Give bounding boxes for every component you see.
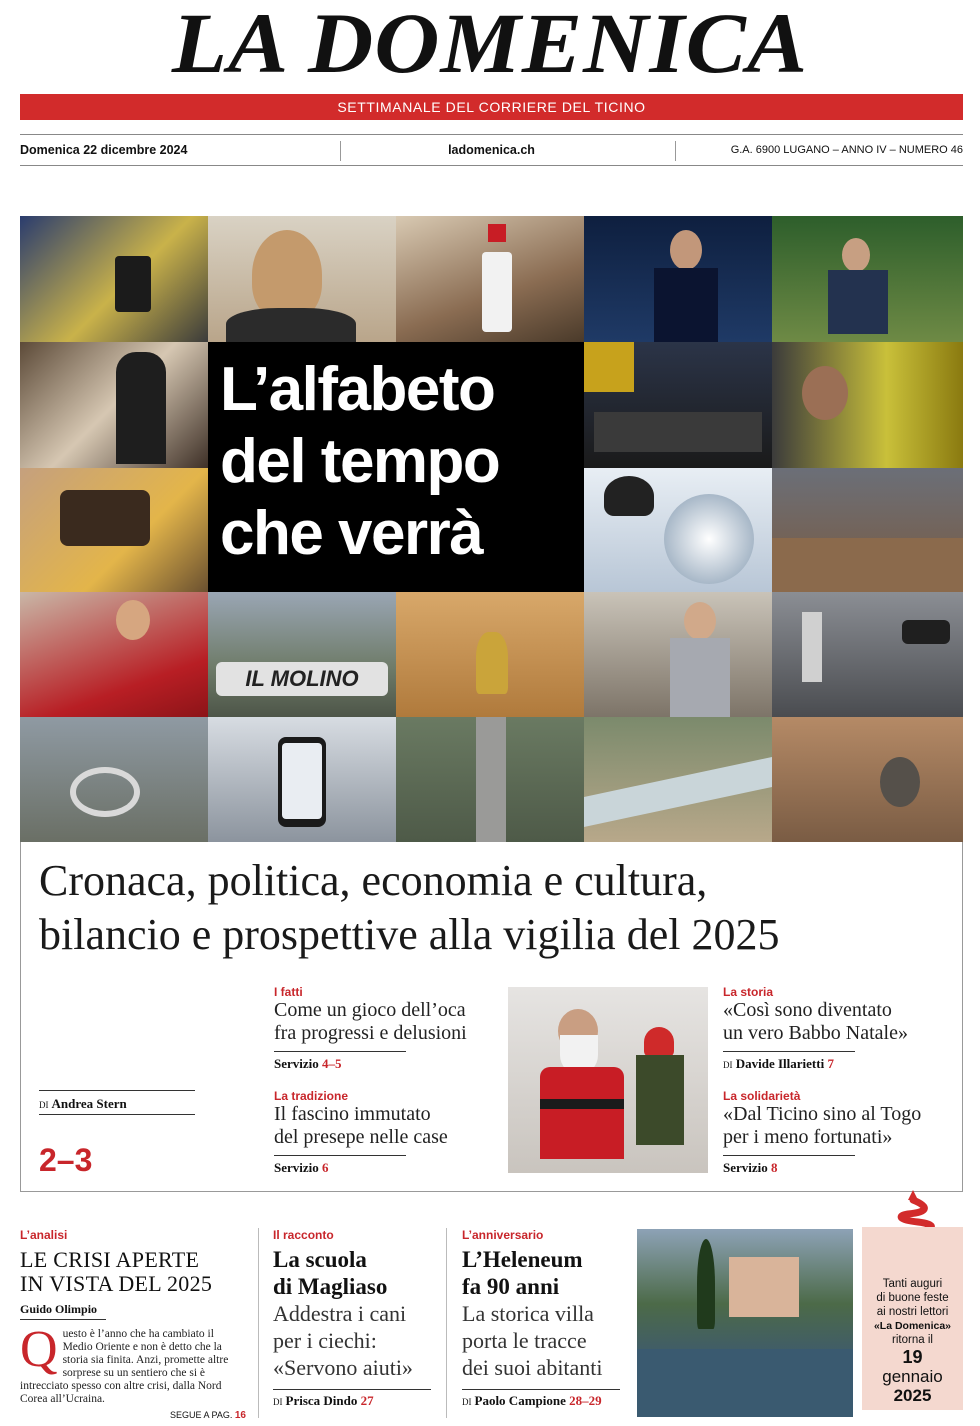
teaser-title [274,999,504,1045]
title-line: Il fascino immutato [274,1103,431,1125]
story-pages: 27 [360,1393,374,1408]
headline-line: che verrà [220,499,483,568]
photo-council-bell[interactable] [396,592,584,717]
website-link[interactable]: ladomenica.ch [448,143,535,157]
byline-author: Andrea Stern [51,1096,127,1111]
teaser-solidarity[interactable] [723,1089,958,1176]
analysis-text: uesto è l’anno che ha cambiato il Medio Oriente e non è detto che la storia sia finita. Anzi, promette altre sorprese su un sentiero che si è intrecciato spesso con altre crisi, dalla Nord Corea all’Ucraina. [20,1328,229,1405]
ref-label: DI [723,1060,733,1070]
teaser-facts[interactable] [274,985,504,1072]
photo-phone-bus-app[interactable] [208,717,396,842]
ref-author: Davide Illarietti [735,1056,825,1071]
title-line: La scuola [273,1247,367,1272]
photo-aerial-highway[interactable] [396,717,584,842]
teaser-title [723,999,958,1045]
cover-headline[interactable] [208,342,584,592]
story-column[interactable] [273,1228,443,1409]
column-divider [258,1228,259,1418]
photo-skier-globe[interactable] [584,468,772,592]
sub-line: per i ciechi: [273,1328,377,1353]
teaser-rubric: La tradizione [274,1089,349,1103]
promo-line: ai nostri lettori [876,1306,949,1318]
masthead-title: LA DOMENICA [171,0,809,91]
divider [462,1389,620,1390]
teaser-rubric: La solidarietà [723,1089,801,1103]
sub-line: Addestra i cani [273,1301,407,1326]
anniversary-byline [462,1393,632,1409]
teaser-rubric: I fatti [274,985,303,999]
sub-line: «Servono aiuti» [273,1355,413,1380]
photo-woman-portrait[interactable] [208,216,396,342]
cover-pages[interactable]: 2–3 [39,1142,93,1178]
teaser-ref [274,1056,504,1072]
photo-children-red-cross[interactable] [20,592,208,717]
story-byline [273,1393,443,1409]
title-line: di Magliaso [273,1274,388,1299]
ref-label: Servizio [723,1160,768,1175]
cover-byline [39,1096,127,1112]
headline-line: L’alfabeto [220,355,495,424]
divider [675,141,676,161]
analysis-title [20,1248,246,1296]
column-divider [446,1228,447,1418]
divider [274,1051,406,1052]
divider [723,1155,855,1156]
photo-aerial-roundabout[interactable] [20,717,208,842]
teaser-title [274,1103,504,1149]
issue-info: G.A. 6900 LUGANO – ANNO IV – NUMERO 46 [730,144,963,156]
photo-wallet-coins[interactable] [20,468,208,592]
teaser-ref [274,1160,504,1176]
promo-day: 19 [902,1347,923,1367]
photo-conference-panel[interactable] [584,342,772,468]
info-line [20,134,963,166]
ref-pages: 4–5 [322,1056,342,1071]
analysis-column[interactable] [20,1228,246,1421]
promo-brand: «La Domenica» [873,1320,952,1332]
graffiti-text: IL MOLINO [216,662,388,696]
sub-line: dei suoi abitanti [462,1355,603,1380]
title-line: «Dal Ticino sino al Togo [723,1103,922,1125]
ref-label: Servizio [274,1160,319,1175]
title-line: un vero Babbo Natale» [723,1022,908,1044]
teaser-rubric: La storia [723,985,774,999]
divider [39,1090,195,1091]
photo-man-navy-suit[interactable] [584,216,772,342]
title-line: fra progressi e delusioni [274,1022,467,1044]
title-line: Come un gioco dell’oca [274,999,466,1021]
photo-villa-heleneum[interactable] [637,1229,853,1417]
photo-raccoons-zoo[interactable] [772,717,963,842]
photo-molino-graffiti[interactable] [208,592,396,717]
anniversary-title [462,1246,632,1300]
photo-street-procession[interactable] [772,468,963,592]
continue-ref[interactable] [20,1410,246,1421]
photo-babbo-natale[interactable] [508,987,708,1173]
cover-deck [39,854,779,962]
byline-prefix: DI [39,1100,49,1110]
title-line: del presepe nelle case [274,1126,448,1148]
anniversary-pages: 28–29 [569,1393,602,1408]
title-line: per i meno fortunati» [723,1126,893,1148]
ref-label: Servizio [274,1056,319,1071]
story-rubric: Il racconto [273,1228,334,1242]
byline-author: Paolo Campione [474,1393,566,1408]
analysis-body [20,1321,246,1406]
title-line: IN VISTA DEL 2025 [20,1271,213,1296]
title-line: «Così sono diventato [723,999,892,1021]
continue-label: SEGUE A PAG. [170,1410,233,1420]
photo-man-garden[interactable] [772,216,963,342]
photo-protest-speaker[interactable] [584,592,772,717]
promo-line: Tanti auguri [882,1278,943,1290]
divider [723,1051,855,1052]
issue-date: Domenica 22 dicembre 2024 [20,143,188,157]
anniversary-column[interactable] [462,1228,632,1409]
byline-prefix: DI [273,1397,283,1407]
main-feature-box [20,842,963,1192]
analysis-author: Guido Olimpio [20,1302,98,1316]
sub-line: La storica villa [462,1301,594,1326]
divider [274,1155,406,1156]
divider [273,1389,431,1390]
divider [39,1114,195,1115]
divider [20,1319,106,1320]
masthead-subtitle-bar: SETTIMANALE DEL CORRIERE DEL TICINO [20,94,963,120]
photo-chef-event[interactable] [396,216,584,342]
teaser-ref [723,1056,958,1072]
title-line: L’Heleneum [462,1247,583,1272]
ref-pages: 6 [322,1160,329,1175]
promo-month: gennaio [882,1367,943,1386]
title-line: fa 90 anni [462,1274,560,1299]
teaser-tradition[interactable] [274,1089,504,1176]
promo-return: ritorna il [892,1334,933,1346]
headline-line: del tempo [220,427,500,496]
ref-pages: 7 [827,1056,834,1071]
photo-exhibition-woman[interactable] [20,342,208,468]
promo-box[interactable] [862,1227,963,1410]
continue-page: 16 [234,1410,246,1421]
promo-year: 2025 [893,1386,932,1405]
story-title [273,1246,443,1300]
dropcap: Q [20,1321,58,1378]
anniversary-rubric: L’anniversario [462,1228,544,1242]
story-subtitle [273,1300,443,1381]
promo-line: di buone feste [876,1292,949,1304]
photo-flood-riverbed[interactable] [584,717,772,842]
photo-speed-camera[interactable] [772,592,963,717]
teaser-story[interactable] [723,985,958,1072]
byline-prefix: DI [462,1397,472,1407]
photo-woman-leopard-art[interactable] [772,342,963,468]
anniversary-subtitle [462,1300,632,1381]
photo-police-breathalyzer[interactable] [20,216,208,342]
title-line: LE CRISI APERTE [20,1247,200,1272]
byline-author: Prisca Dindo [285,1393,358,1408]
deck-line: Cronaca, politica, economia e cultura, [39,856,708,905]
sub-line: porta le tracce [462,1328,587,1353]
ref-pages: 8 [771,1160,778,1175]
teaser-ref [723,1160,958,1176]
teaser-title [723,1103,958,1149]
analysis-rubric: L’analisi [20,1228,68,1242]
deck-line: bilancio e prospettive alla vigilia del 2025 [39,910,780,959]
